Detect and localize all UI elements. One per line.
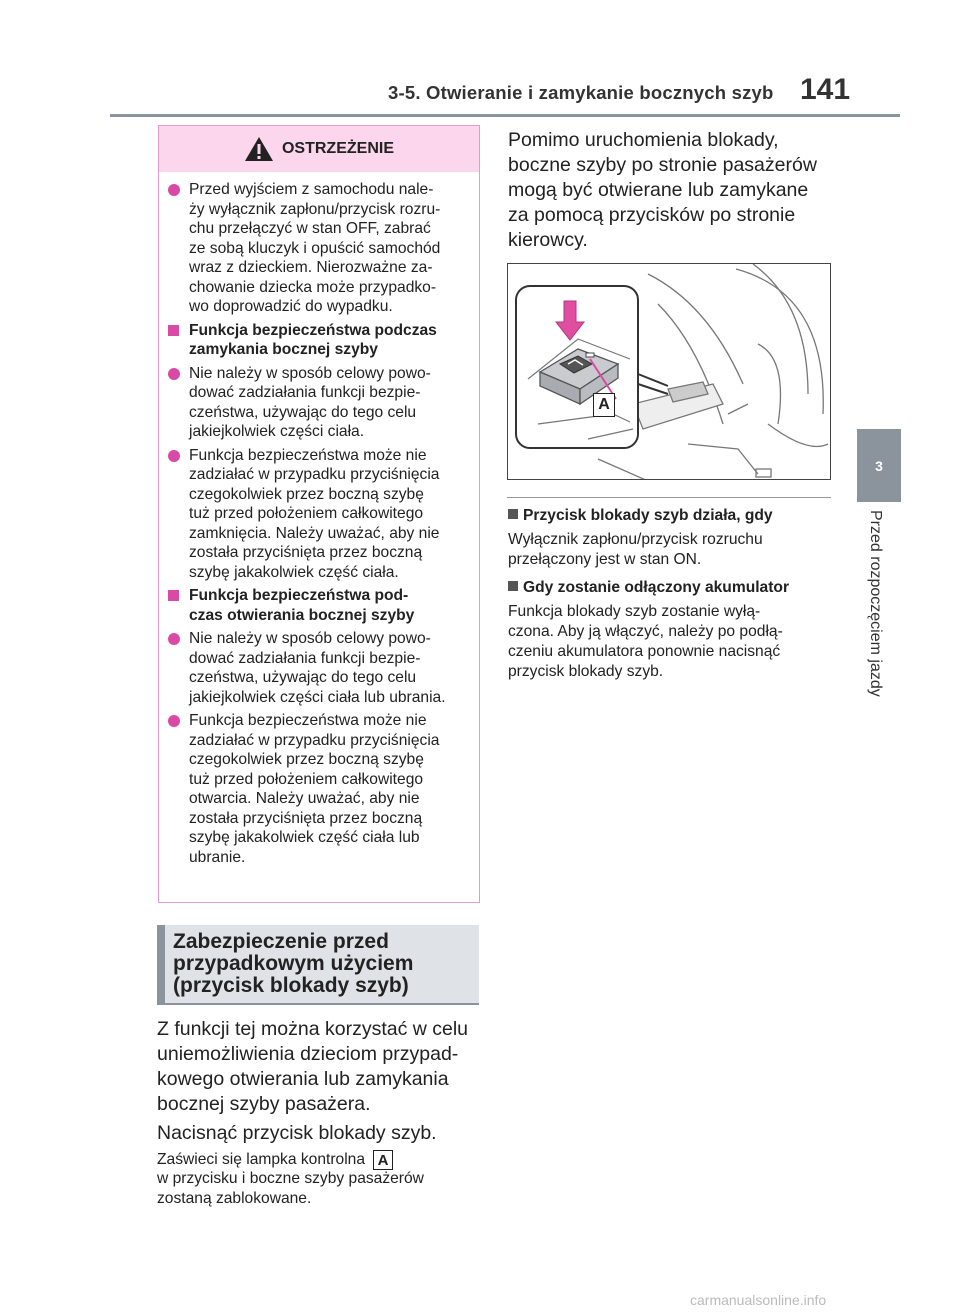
text-line: chowanie dziecka może przypadko- [189,278,437,296]
bullet-dot-icon [168,633,180,645]
text-line: czona. Aby ją włączyć, należy po podłą- [508,623,783,640]
subheading-text: Gdy zostanie odłączony akumulator [523,579,790,596]
text-line: została przyciśnięta przez boczną [189,809,423,827]
bullet-text [189,364,473,442]
right-intro-paragraph [508,128,838,253]
text-line: czeństwa, używając do tego celu [189,403,417,421]
text-line: czeniu akumulatora ponownie nacisnąć [508,643,781,660]
text-line: Funkcja bezpieczeństwa może nie [189,446,427,464]
text-line: szybę jakakolwiek część ciała lub [189,829,420,846]
text-line: czas otwierania bocznej szyby [189,606,415,624]
right-subtext-2 [508,602,838,682]
callout-label-a: A [373,1150,393,1170]
text-line: w przycisku i boczne szyby pasażerów [157,1170,424,1188]
text-line: Z funkcji tej można korzystać w celu [157,1018,469,1040]
warning-box [158,125,480,903]
text-line: zamknięcia. Należy uważać, aby nie [189,524,440,542]
text-line: czegokolwiek przez boczną szybę [189,485,424,503]
text-line: wraz z dzieckiem. Nierozważne za- [189,259,433,276]
square-bullet-icon [168,590,179,601]
text-line: czegokolwiek przez boczną szybę [189,751,424,768]
text-line: Nie należy w sposób celowy powo- [189,364,431,382]
text-line: ży wyłącznik zapłonu/przycisk rozru- [189,200,441,218]
text-line: jakiejkolwiek części ciała lub ubrania. [189,688,446,706]
text-line: ze sobą kluczyk i opuścić samochód [189,239,441,257]
text-line: zamykania bocznej szyby [189,341,378,358]
text-line: Funkcja bezpieczeństwa może nie [189,712,427,729]
bullet-dot-icon [168,450,180,462]
text-line: chu przełączyć w stan OFF, zabrać [189,220,431,237]
text-line: dować zadziałania funkcji bezpie- [189,384,421,401]
warning-bullet [167,629,473,707]
text-line: ubranie. [189,848,246,866]
right-subtext-1 [508,530,763,570]
text-line: bocznej szyby pasażera. [157,1093,371,1115]
text-line: Funkcja bezpieczeństwa pod- [189,587,409,604]
section-heading-box [157,925,479,1005]
text-line: szybę jakakolwiek część ciała. [189,563,399,581]
bullet-text [189,629,473,707]
text-line: kierowcy. [508,229,588,251]
text-line: mogą być otwierane lub zamykane [508,179,809,201]
right-subheading-2 [508,578,789,598]
warning-subheading [167,321,473,360]
text-line: została przyciśnięta przez boczną [189,544,423,561]
bullet-text [189,446,473,583]
left-paragraph-1 [157,1017,487,1117]
warning-triangle-icon [244,136,274,162]
bullet-dot-icon [168,715,180,727]
square-bullet-icon [508,509,518,519]
window-lock-switch-diagram [508,264,831,480]
chapter-tab[interactable]: 3 [857,429,901,502]
bullet-text [189,711,473,867]
section-heading [173,931,413,997]
bullet-text [189,180,473,317]
text-line: przełączony jest w stan ON. [508,551,702,568]
section-accent-bar [157,925,165,1003]
left-note-rest [157,1169,487,1209]
text-line: (przycisk blokady szyb) [173,974,409,997]
watermark: carmanualsonline.info [690,1292,827,1308]
left-note-line1 [157,1150,487,1170]
text-line: Zabezpieczenie przed [173,930,389,953]
warning-bullet [167,180,473,317]
bullet-dot-icon [168,184,180,196]
warning-heading: OSTRZEŻENIE [281,140,394,157]
subheading-text [189,586,473,625]
text-line: otwarcia. Należy uważać, aby nie [189,790,420,807]
bullet-dot-icon [168,368,180,380]
text-line: zadziałać w przypadku przyciśnięcia [189,731,440,749]
text-line: przycisk blokady szyb. [508,663,664,680]
text-line: Funkcja blokady szyb zostanie wyłą- [508,603,761,620]
warning-bullet [167,711,473,867]
text-line: czeństwa, używając do tego celu [189,669,417,686]
warning-subheading [167,586,473,625]
text-line: Pomimo uruchomienia blokady, [508,129,779,151]
text-line: zadziałać w przypadku przyciśnięcia [189,466,440,483]
text-line: uniemożliwienia dzieciom przypad- [157,1043,459,1065]
subheading-text: Przycisk blokady szyb działa, gdy [523,507,773,524]
warning-header [159,126,479,172]
text-line: Funkcja bezpieczeństwa podczas [189,321,437,339]
text-line: przypadkowym użyciem [173,952,414,975]
text-line: Nie należy w sposób celowy powo- [189,630,431,647]
text-line: jakiejkolwiek części ciała. [189,423,365,440]
text-line: dować zadziałania funkcji bezpie- [189,649,421,667]
page-number: 141 [800,73,851,106]
left-paragraph-2: Nacisnąć przycisk blokady szyb. [157,1122,437,1144]
left-note [157,1150,487,1209]
warning-bullet [167,446,473,583]
text-line: tuż przed położeniem całkowitego [189,770,424,788]
text-line: Wyłącznik zapłonu/przycisk rozruchu [508,531,763,548]
illustration-label-a: A [593,393,615,417]
divider-rule [507,497,831,498]
warning-bullet [167,364,473,442]
warning-body [159,172,479,867]
square-bullet-icon [508,581,518,591]
note-text: Zaświeci się lampka kontrolna [157,1151,366,1169]
text-line: wo doprowadzić do wypadku. [189,298,393,315]
chapter-label: Przed rozpoczęciem jazdy [867,510,884,697]
text-line: za pomocą przycisków po stronie [508,204,796,226]
text-line: tuż przed położeniem całkowitego [189,505,424,522]
page-header-title: 3-5. Otwieranie i zamykanie bocznych szyb [388,82,774,103]
square-bullet-icon [168,325,179,336]
subheading-text [189,321,473,360]
right-subheading-1 [508,506,773,526]
header-rule [110,114,900,117]
text-line: Przed wyjściem z samochodu nale- [189,181,434,198]
window-lock-illustration [507,263,831,480]
text-line: boczne szyby po stronie pasażerów [508,154,817,176]
text-line: zostaną zablokowane. [157,1190,312,1208]
text-line: kowego otwierania lub zamykania [157,1068,449,1090]
